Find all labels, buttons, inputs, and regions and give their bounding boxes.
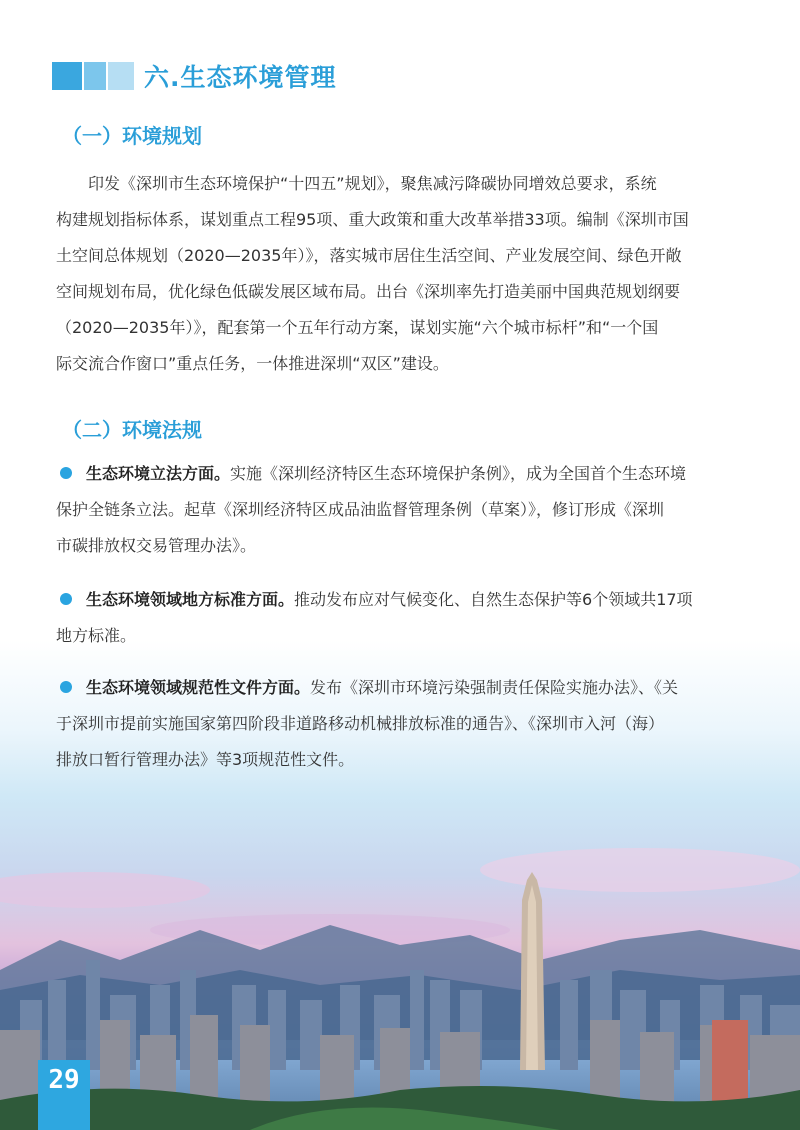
item-text-line: 排放口暂行管理办法》等3项规范性文件。	[56, 750, 355, 769]
paragraph-line: 构建规划指标体系，谋划重点工程95项、重大政策和重大改革举措33项。编制《深圳市国	[56, 210, 689, 229]
list-item	[56, 456, 746, 564]
planning-paragraph	[56, 166, 746, 382]
item-text-line: 地方标准。	[56, 626, 137, 645]
item-heading: 生态环境立法方面。	[86, 464, 231, 483]
list-item	[56, 670, 746, 778]
bullet-dot-icon	[60, 681, 72, 693]
item-text-line: 市碳排放权交易管理办法》。	[56, 536, 257, 555]
item-text-line: 保护全链条立法。起草《深圳经济特区成品油监督管理条例（草案）》，修订形成《深圳	[56, 500, 665, 519]
title-block-dark	[52, 62, 82, 90]
paragraph-line: （2020—2035年）》，配套第一个五年行动方案，谋划实施“六个城市标杆”和“一个国	[56, 318, 659, 337]
paragraph-line: 土空间总体规划（2020—2035年）》，落实城市居住生活空间、产业发展空间、绿色开敞	[56, 246, 682, 265]
paragraph-line: 空间规划布局，优化绿色低碳发展区域布局。出台《深圳率先打造美丽中国典范规划纲要	[56, 282, 681, 301]
item-heading: 生态环境领域地方标准方面。	[86, 590, 295, 609]
title-block-medium	[84, 62, 106, 90]
paragraph-line: 际交流合作窗口”重点任务，一体推进深圳“双区”建设。	[56, 354, 449, 373]
item-text: 推动发布应对气候变化、自然生态保护等6个领域共17项	[294, 590, 693, 609]
list-item	[56, 582, 746, 654]
page-number: 29	[38, 1060, 90, 1100]
item-heading: 生态环境领域规范性文件方面。	[86, 678, 311, 697]
page-number-bar	[38, 1100, 90, 1130]
paragraph-line: 印发《深圳市生态环境保护“十四五”规划》，聚焦减污降碳协同增效总要求，系统	[88, 174, 657, 193]
item-text: 实施《深圳经济特区生态环境保护条例》，成为全国首个生态环境	[230, 464, 687, 483]
item-text-line: 于深圳市提前实施国家第四阶段非道路移动机械排放标准的通告》、《深圳市入河（海）	[56, 714, 665, 733]
subsection-heading-planning: （一）环境规划	[62, 124, 202, 148]
bullet-dot-icon	[60, 593, 72, 605]
bullet-dot-icon	[60, 467, 72, 479]
item-text: 发布《深圳市环境污染强制责任保险实施办法》、《关	[310, 678, 679, 697]
subsection-heading-regulations: （二）环境法规	[62, 418, 202, 442]
title-block-light	[108, 62, 134, 90]
section-title: 六.生态环境管理	[144, 63, 337, 92]
